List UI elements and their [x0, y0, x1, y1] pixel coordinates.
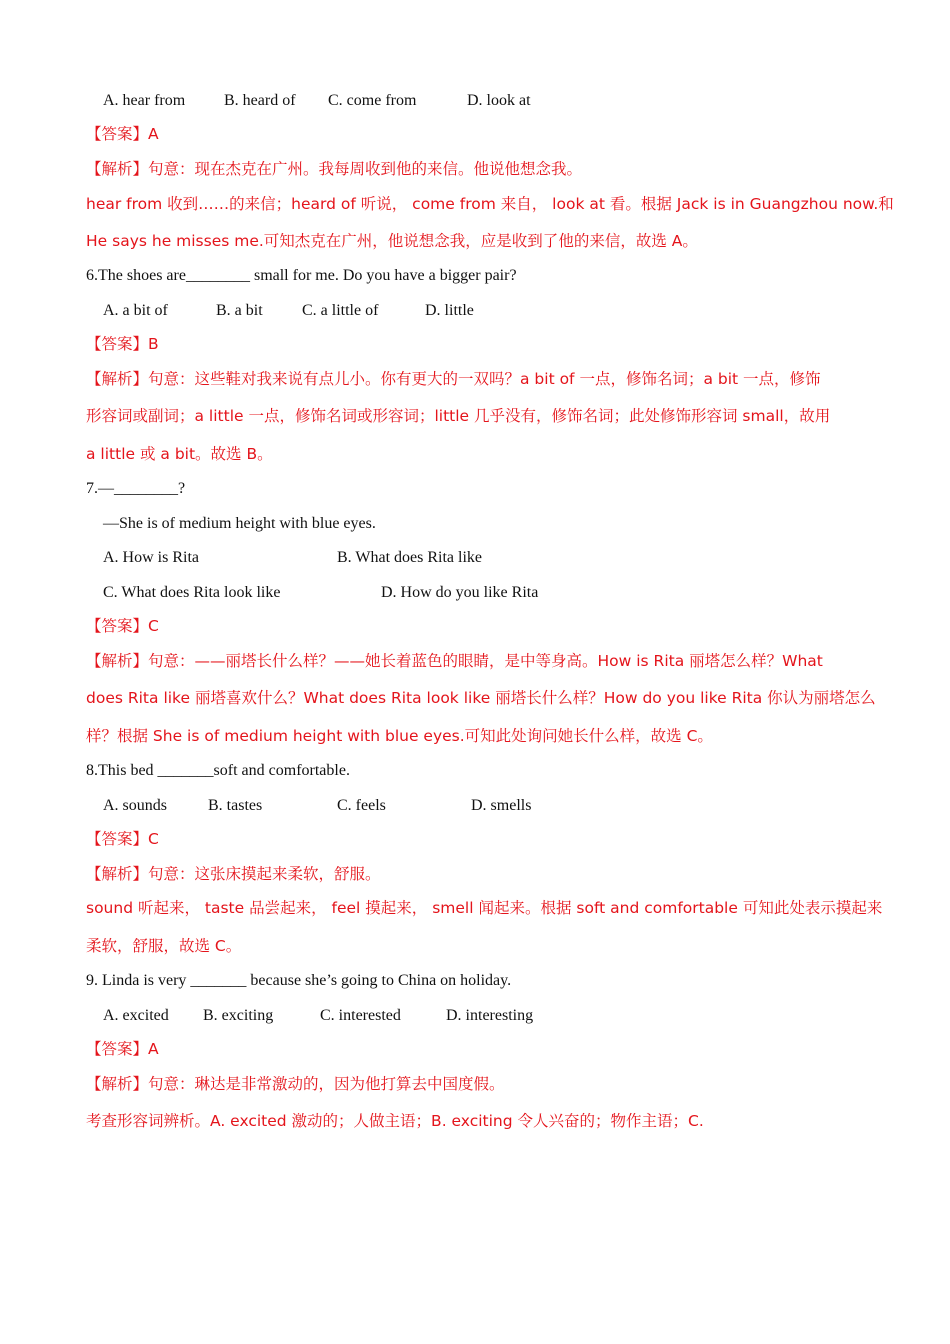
q8-analysis-line-1: 【解析】句意：这张床摸起来柔软，舒服。: [86, 865, 381, 883]
q9-analysis-line-2: 考查形容词辨析。A. excited 激动的；人做主语；B. exciting 令人兴奋的；物作主语；C.: [86, 1112, 704, 1130]
q9-option-b: B. exciting: [203, 1007, 274, 1024]
q6-option-c: C. a little of: [302, 302, 379, 319]
q7-analysis-line-1: 【解析】句意：——丽塔长什么样？——她长着蓝色的眼睛，是中等身高。How is Rita 丽塔怎么样？What: [86, 652, 823, 670]
q5-analysis-line-1: 【解析】句意：现在杰克在广州。我每周收到他的来信。他说他想念我。: [86, 160, 583, 178]
q7-analysis-line-2: does Rita like 丽塔喜欢什么？What does Rita look like 丽塔长什么样？How do you like Rita 你认为丽塔怎么: [86, 689, 876, 707]
q9-answer: 【答案】A: [86, 1040, 159, 1058]
q5-analysis-line-2: hear from 收到……的来信；heard of 听说， come from 来自， look at 看。根据 Jack is in Guangzhou now.和: [86, 195, 894, 213]
q8-analysis-line-2: sound 听起来， taste 品尝起来， feel 摸起来， smell 闻起来。根据 soft and comfortable 可知此处表示摸起来: [86, 899, 883, 917]
q7-question: 7.—________?: [86, 480, 186, 497]
q8-question: 8.This bed _______soft and comfortable.: [86, 762, 350, 779]
q6-option-a: A. a bit of: [103, 302, 168, 319]
q8-option-a: A. sounds: [103, 797, 168, 814]
q7-option-d: D. How do you like Rita: [381, 584, 539, 601]
q5-option-a: A. hear from: [103, 92, 186, 109]
q5-answer: 【答案】A: [86, 125, 159, 143]
q6-question: 6.The shoes are________ small for me. Do you have a bigger pair?: [86, 267, 517, 284]
q8-answer: 【答案】C: [86, 830, 159, 848]
q7-option-c: C. What does Rita look like: [103, 584, 281, 601]
q5-option-b: B. heard of: [224, 92, 296, 109]
q7-option-a: A. How is Rita: [103, 549, 199, 566]
q5-option-d: D. look at: [467, 92, 531, 109]
q7-option-b: B. What does Rita like: [337, 549, 483, 566]
q8-analysis-line-3: 柔软，舒服，故选 C。: [86, 937, 242, 955]
q9-option-d: D. interesting: [446, 1007, 534, 1024]
q6-analysis-line-1: 【解析】句意：这些鞋对我来说有点儿小。你有更大的一双吗？a bit of 一点，修饰名词；a bit 一点，修饰: [86, 370, 821, 388]
q6-option-d: D. little: [425, 302, 474, 319]
q6-analysis-line-2: 形容词或副词；a little 一点，修饰名词或形容词；little 几乎没有，修饰名词；此处修饰形容词 small，故用: [86, 407, 831, 425]
q5-analysis-line-3: He says he misses me.可知杰克在广州，他说想念我，应是收到了他的来信，故选 A。: [86, 232, 698, 250]
q6-analysis-line-3: a little 或 a bit。故选 B。: [86, 445, 273, 463]
q8-option-c: C. feels: [337, 797, 386, 814]
q6-option-b: B. a bit: [216, 302, 263, 319]
q9-option-a: A. excited: [103, 1007, 169, 1024]
q8-option-b: B. tastes: [208, 797, 263, 814]
q7-analysis-line-3: 样？根据 She is of medium height with blue eyes.可知此处询问她长什么样，故选 C。: [86, 727, 713, 745]
q9-analysis-line-1: 【解析】句意：琳达是非常激动的，因为他打算去中国度假。: [86, 1075, 505, 1093]
q7-response: —She is of medium height with blue eyes.: [103, 515, 376, 532]
q7-answer: 【答案】C: [86, 617, 159, 635]
q8-option-d: D. smells: [471, 797, 532, 814]
q6-answer: 【答案】B: [86, 335, 159, 353]
q5-option-c: C. come from: [328, 92, 417, 109]
q9-question: 9. Linda is very _______ because she’s going to China on holiday.: [86, 972, 512, 989]
q9-option-c: C. interested: [320, 1007, 401, 1024]
